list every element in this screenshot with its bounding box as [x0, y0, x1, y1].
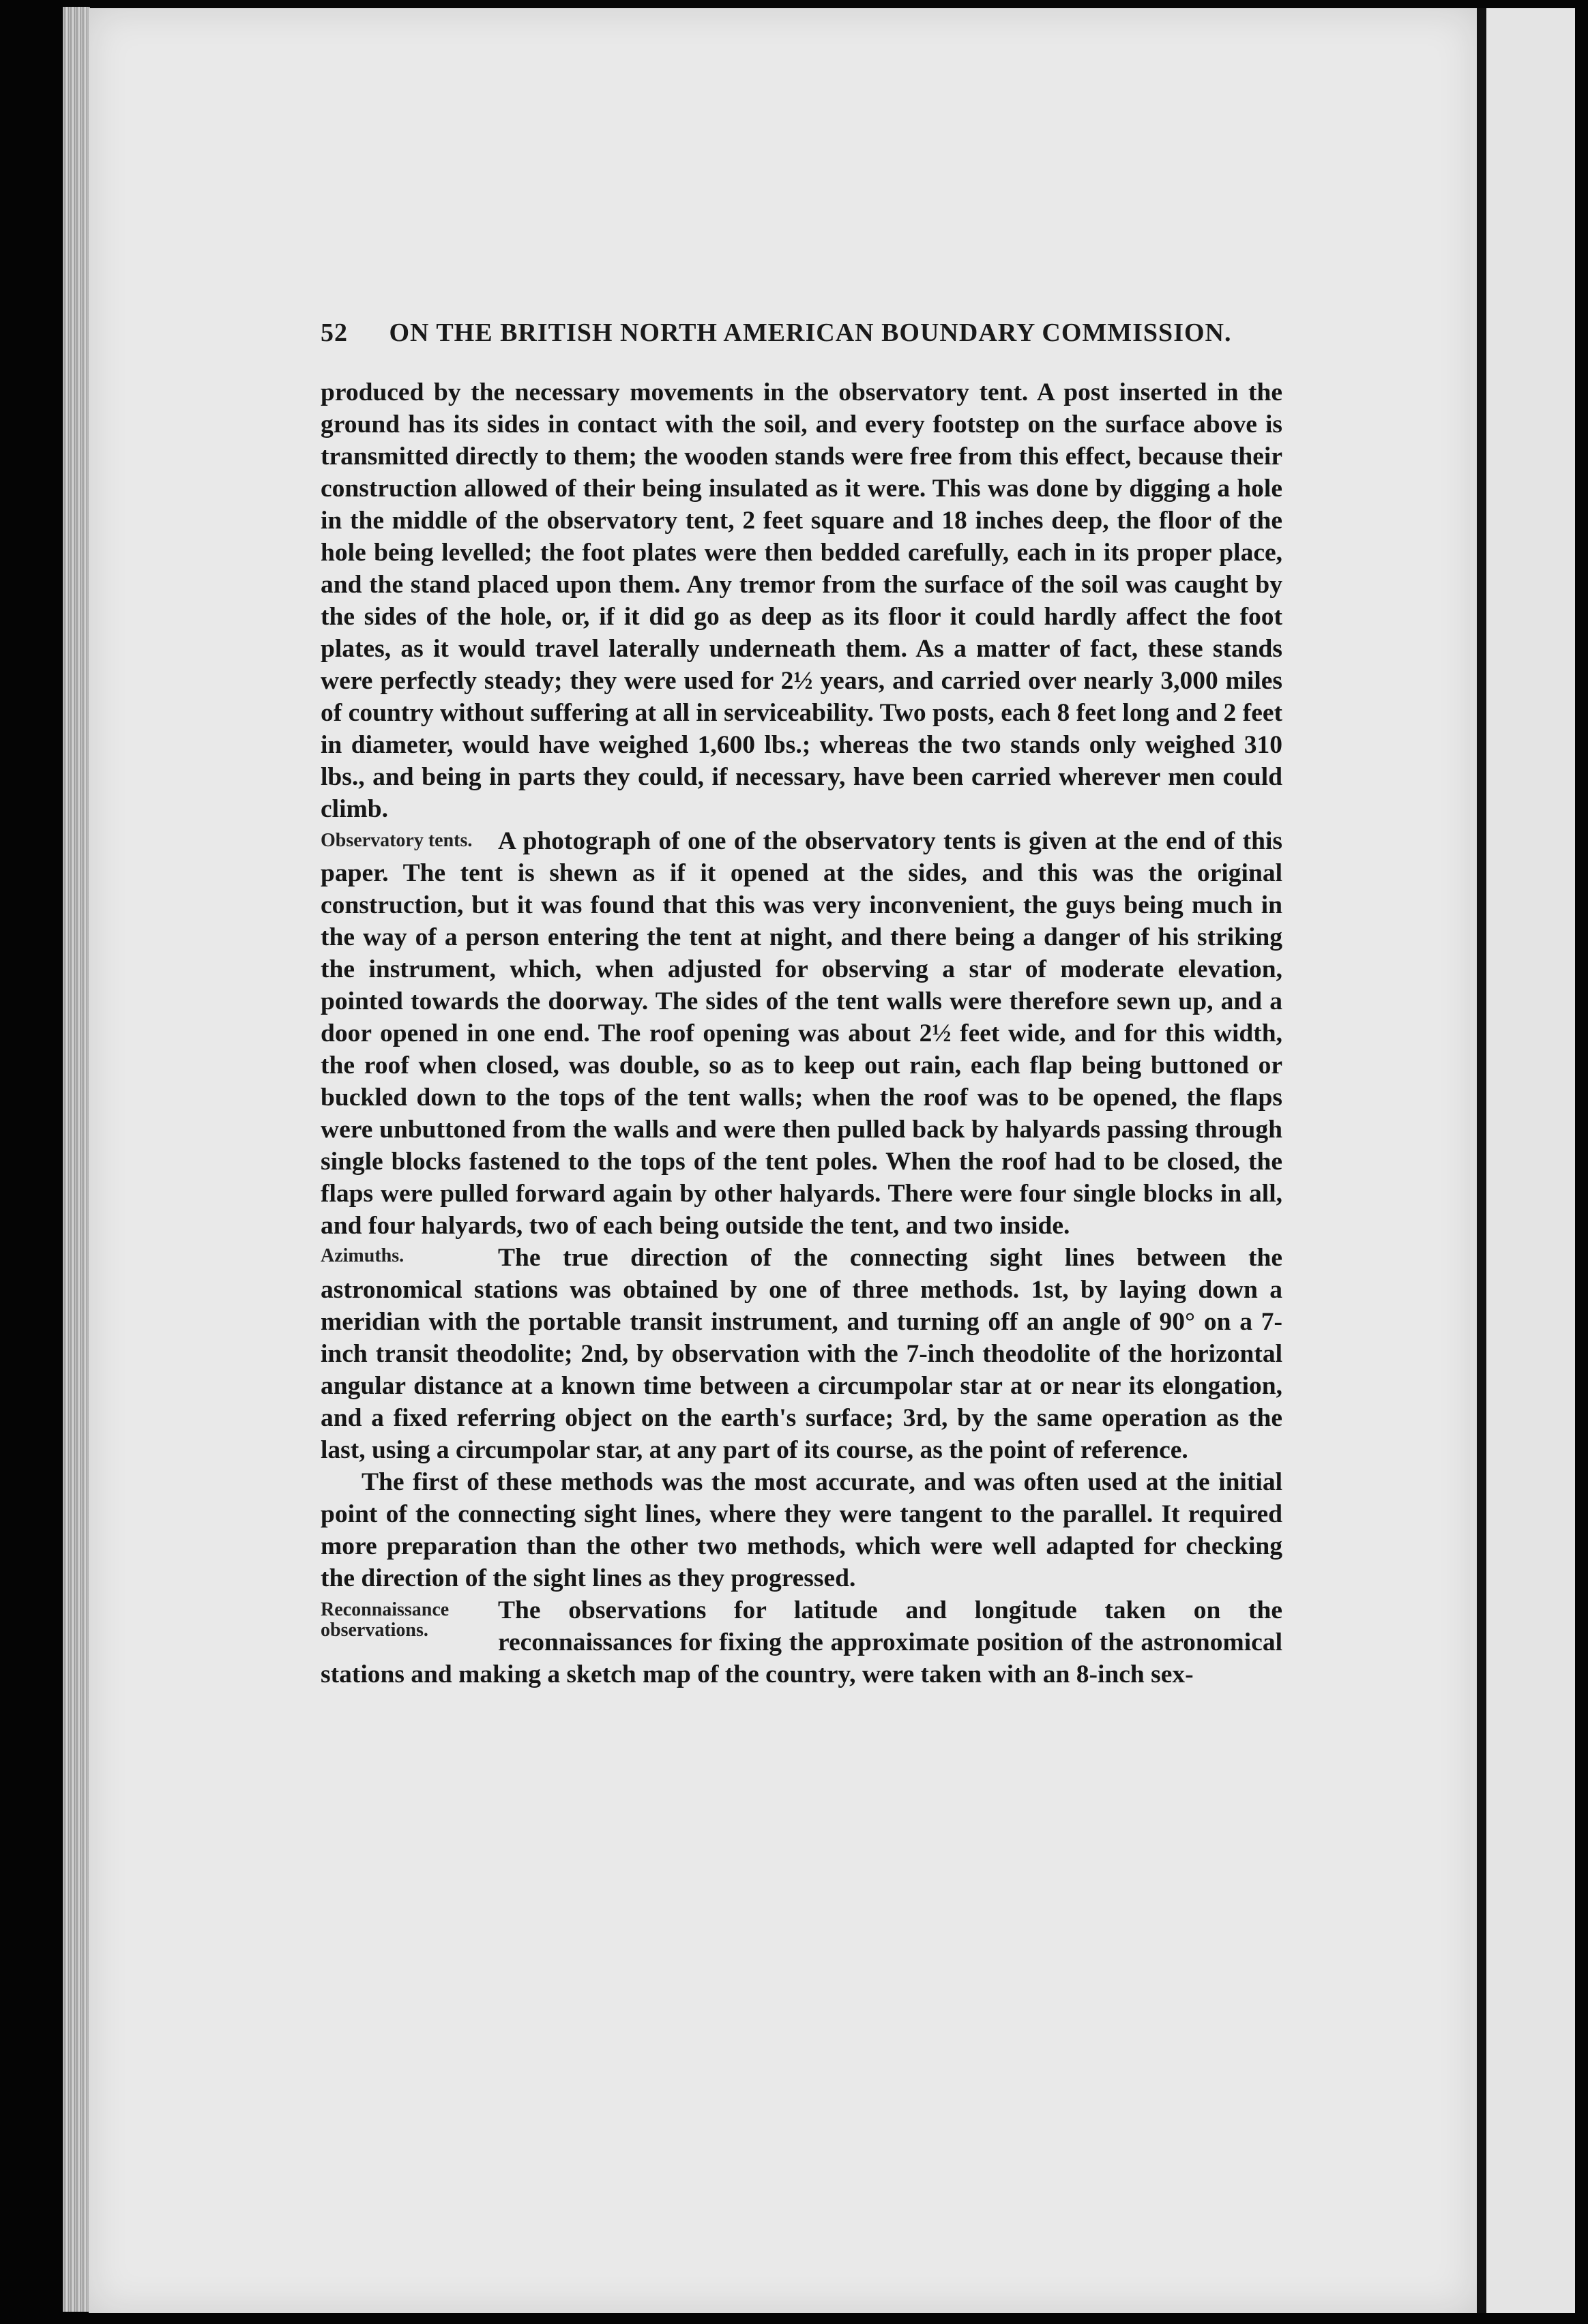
page-edges	[63, 7, 90, 2312]
facing-page-edge	[1486, 8, 1575, 2313]
paragraph-observatory-tents: A photograph of one of the observatory tents is given at the end of this paper. The tent is shewn as if it opened at the sides, and this was the original construction, but it was found that this was very inconvenient, the guys being much in the way of a person entering the tent at night, and there being a danger of his striking the instrument, which, when adjusted for observing a star of moderate elevation, pointed towards the doorway. The sides of the tent walls were therefore sewn up, and a door opened in one end. The roof opening was about 2½ feet wide, and for this width, the roof when closed, was double, so as to keep out rain, each flap being buttoned or buckled down to the tops of the tent walls; when the roof was to be opened, the flaps were unbuttoned from the walls and were then pulled back by halyards passing through single blocks fastened to the tops of the tent poles. When the roof had to be closed, the flaps were pulled forward again by other halyards. There were four single blocks in all, and four halyards, two of each being outside the tent, and two inside.	[321, 827, 1282, 1240]
paragraph-reconnaissance: The observations for latitude and longitude taken on the reconnaissances for fixing the approximate position of the astronomical stations and making a sketch map of the country, were taken with an 8-inch sex-	[321, 1596, 1282, 1688]
section-observatory-tents	[321, 825, 1282, 1242]
page-number: 52	[321, 318, 348, 347]
gutter-shadow	[1477, 8, 1486, 2313]
running-header	[321, 318, 1289, 348]
side-note-azimuths: Azimuths.	[321, 1245, 405, 1266]
section-reconnaissance	[321, 1594, 1282, 1690]
paragraph-stands: produced by the necessary movements in the observatory tent. A post inserted in the ground has its sides in contact with the soil, and every footstep on the surface above is transmitted directly to them; the wooden stands were free from this effect, because their construction allowed of their being insulated as it were. This was done by digging a hole in the middle of the observatory tent, 2 feet square and 18 inches deep, the floor of the hole being levelled; the foot plates were then bedded carefully, each in its proper place, and the stand placed upon them. Any tremor from the surface of the soil was caught by the sides of the hole, or, if it did go as deep as its floor it could hardly affect the foot plates, as it would travel laterally underneath them. As a matter of fact, these stands were perfectly steady; they were used for 2½ years, and carried over nearly 3,000 miles of country without suffering at all in serviceability. Two posts, each 8 feet long and 2 feet in diameter, would have weighed 1,600 lbs.; whereas the two stands only weighed 310 lbs., and being in parts they could, if necessary, have been carried wherever men could climb.	[321, 378, 1282, 823]
side-note-reconnaissance: Reconnaissance observations.	[321, 1599, 450, 1641]
paragraph-first-method: The first of these methods was the most accurate, and was often used at the initial point of the connecting sight lines, where they were tangent to the parallel. It required more preparation than the other two methods, which were well adapted for checking the direction of the sight lines as they progressed.	[321, 1468, 1282, 1592]
running-head-title: ON THE BRITISH NORTH AMERICAN BOUNDARY COMMISSION.	[389, 318, 1232, 347]
side-note-observatory-tents: Observatory tents.	[321, 830, 473, 851]
body-text	[321, 376, 1282, 1690]
section-azimuths	[321, 1242, 1282, 1466]
paragraph-azimuths: The true direction of the connecting sight lines between the astronomical stations was obtained by one of three methods. 1st, by laying down a meridian with the portable transit instrument, and turning off an angle of 90° on a 7-inch transit theodolite; 2nd, by observation with the 7-inch theodolite of the horizontal angular distance at a known time between a circumpolar star at or near its elongation, and a fixed referring object on the earth's surface; 3rd, by the same operation as the last, using a circumpolar star, at any part of its course, as the point of reference.	[321, 1244, 1282, 1464]
